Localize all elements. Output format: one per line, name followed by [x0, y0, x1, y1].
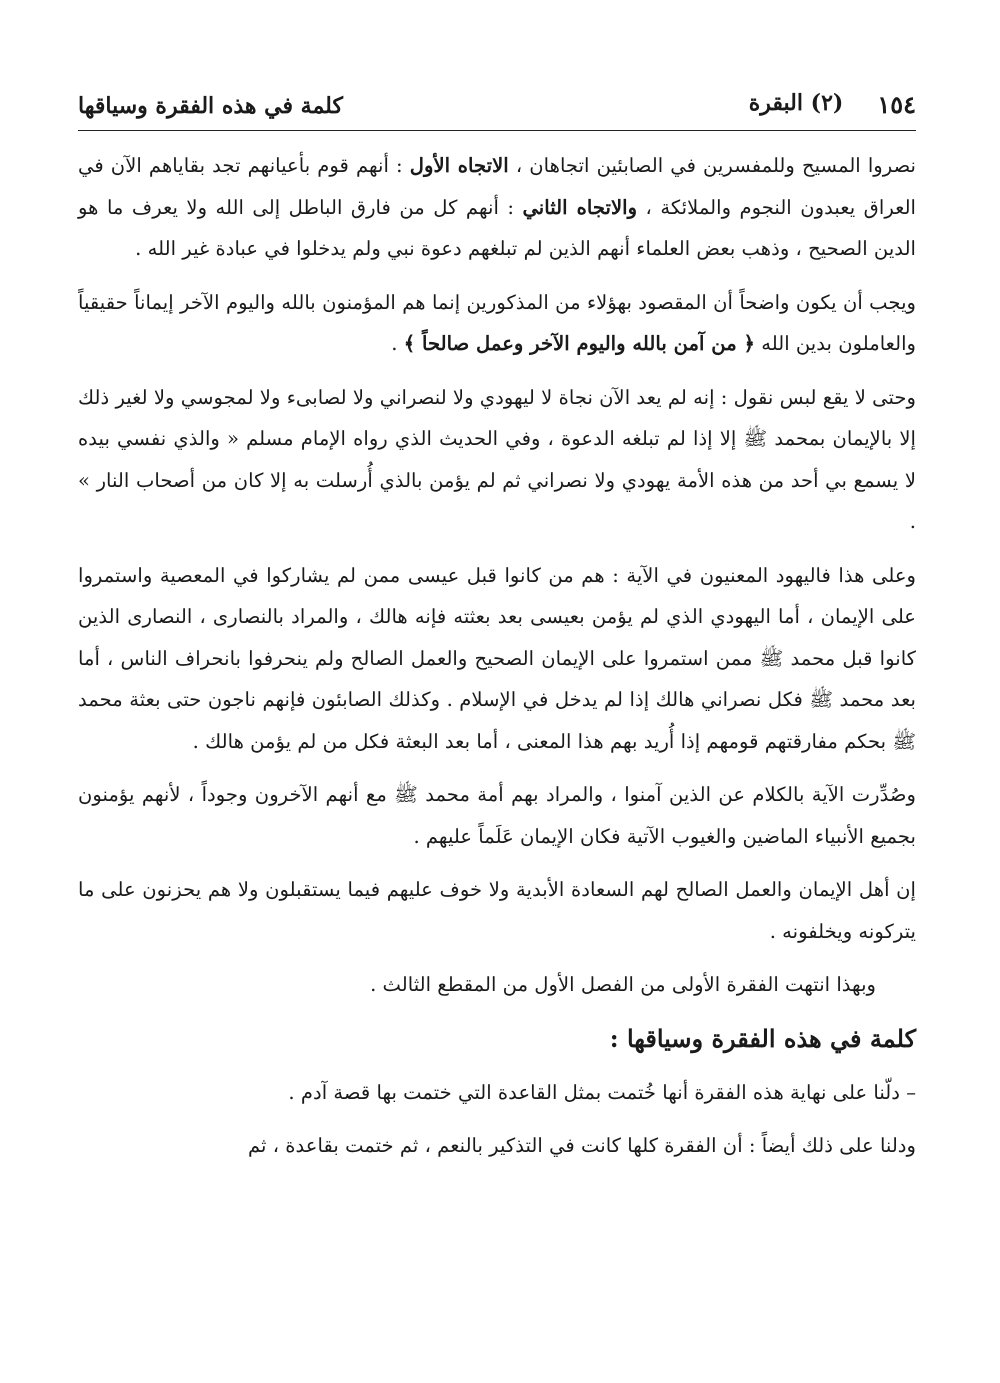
paragraph-1	[78, 145, 916, 270]
bold-term: الاتجاه الأول	[409, 154, 509, 177]
text-span: : أنهم قوم بأعيانهم تجد بقاياهم الآن في العراق يعبدون النجوم والملائكة ،	[78, 154, 916, 219]
book-page	[78, 90, 916, 1179]
text-span: وبهذا انتهت الفقرة الأولى من الفصل الأول من المقطع الثالث .	[370, 973, 876, 996]
bold-term: والاتجاه الثاني	[522, 195, 638, 219]
quran-verse: ﴿ من آمن بالله واليوم الآخر وعمل صالحاً ﴾	[403, 332, 755, 355]
text-span: وحتى لا يقع لبس نقول : إنه لم يعد الآن نجاة لا ليهودي ولا لنصراني ولا لصابىء ولا لمجوسي ولا لغير ذلك إلا بالإيمان بمحمد ﷺ إلا إذا لم تبلغه الدعوة ، وفي الحديث الذي رواه الإمام مسلم « والذي نفسي بيده لا يسمع بي أحد من هذه الأمة يهودي ولا نصراني ثم لم يؤمن بالذي أُرسلت به إلا كان من أصحاب النار » .	[78, 385, 917, 533]
paragraph-5	[78, 774, 916, 857]
header-right	[749, 90, 916, 119]
paragraph-4	[78, 555, 916, 763]
body-text	[78, 145, 916, 1167]
page-number: ١٥٤	[877, 90, 916, 119]
text-span: : أنهم كل من فارق الباطل إلى الله ولا يعرف ما هو الدين الصحيح ، وذهب بعض العلماء أنهم الذين لم تبلغهم دعوة نبي ولم يدخلوا في عبادة غير الله .	[78, 195, 916, 260]
closing-line-2: ودلنا على ذلك أيضاً : أن الفقرة كلها كانت في التذكير بالنعم ، ثم ختمت بقاعدة ، ثم	[247, 1134, 916, 1157]
section-title: كلمة في هذه الفقرة وسياقها	[78, 93, 343, 119]
text-span: .	[391, 332, 404, 355]
text-span: إن أهل الإيمان والعمل الصالح لهم السعادة الأبدية ولا خوف عليهم فيما يستقبلون ولا هم يحزنون على ما يتركونه ويخلفونه .	[78, 878, 916, 943]
chapter-label: (٢) البقرة	[748, 90, 844, 116]
text-span: ويجب أن يكون واضحاً أن المقصود بهؤلاء من المذكورين إنما هم المؤمنون بالله واليوم الآخر إيماناً حقيقياً والعاملون بدين الله	[78, 290, 916, 355]
subheading: كلمة في هذه الفقرة وسياقها :	[609, 1023, 916, 1053]
closing-line-1: – دلّنا على نهاية هذه الفقرة أنها خُتمت بمثل القاعدة التي ختمت بها قصة آدم .	[288, 1080, 916, 1104]
paragraph-7	[78, 964, 916, 1006]
running-header	[78, 90, 916, 131]
text-span: وصُدِّرت الآية بالكلام عن الذين آمنوا ، والمراد بهم أمة محمد ﷺ مع أنهم الآخرون وجوداً ، لأنهم يؤمنون بجميع الأنبياء الماضين والغيوب الآتية فكان الإيمان عَلَماً عليهم .	[78, 783, 916, 848]
text-span: وعلى هذا فاليهود المعنيون في الآية : هم من كانوا قبل عيسى ممن لم يشاركوا في المعصية واستمروا على الإيمان ، أما اليهودي الذي لم يؤمن بعيسى بعد بعثته فإنه هالك ، والمراد بالنصارى ، النصارى الذين كانوا قبل محمد ﷺ ممن استمروا على الإيمان الصحيح والعمل الصالح ولم ينحرفوا بانحراف الناس ، أما بعد محمد ﷺ فكل نصراني هالك إذا لم يدخل في الإسلام . وكذلك الصابئون فإنهم ناجون حتى بعثة محمد ﷺ بحكم مفارقتهم قومهم إذا أُريد بهم هذا المعنى ، أما بعد البعثة فكل من لم يؤمن هالك .	[78, 563, 916, 753]
paragraph-3	[78, 377, 916, 543]
paragraph-2	[78, 282, 916, 365]
text-span: نصروا المسيح وللمفسرين في الصابئين اتجاهان ،	[508, 154, 917, 177]
paragraph-6	[78, 869, 916, 952]
